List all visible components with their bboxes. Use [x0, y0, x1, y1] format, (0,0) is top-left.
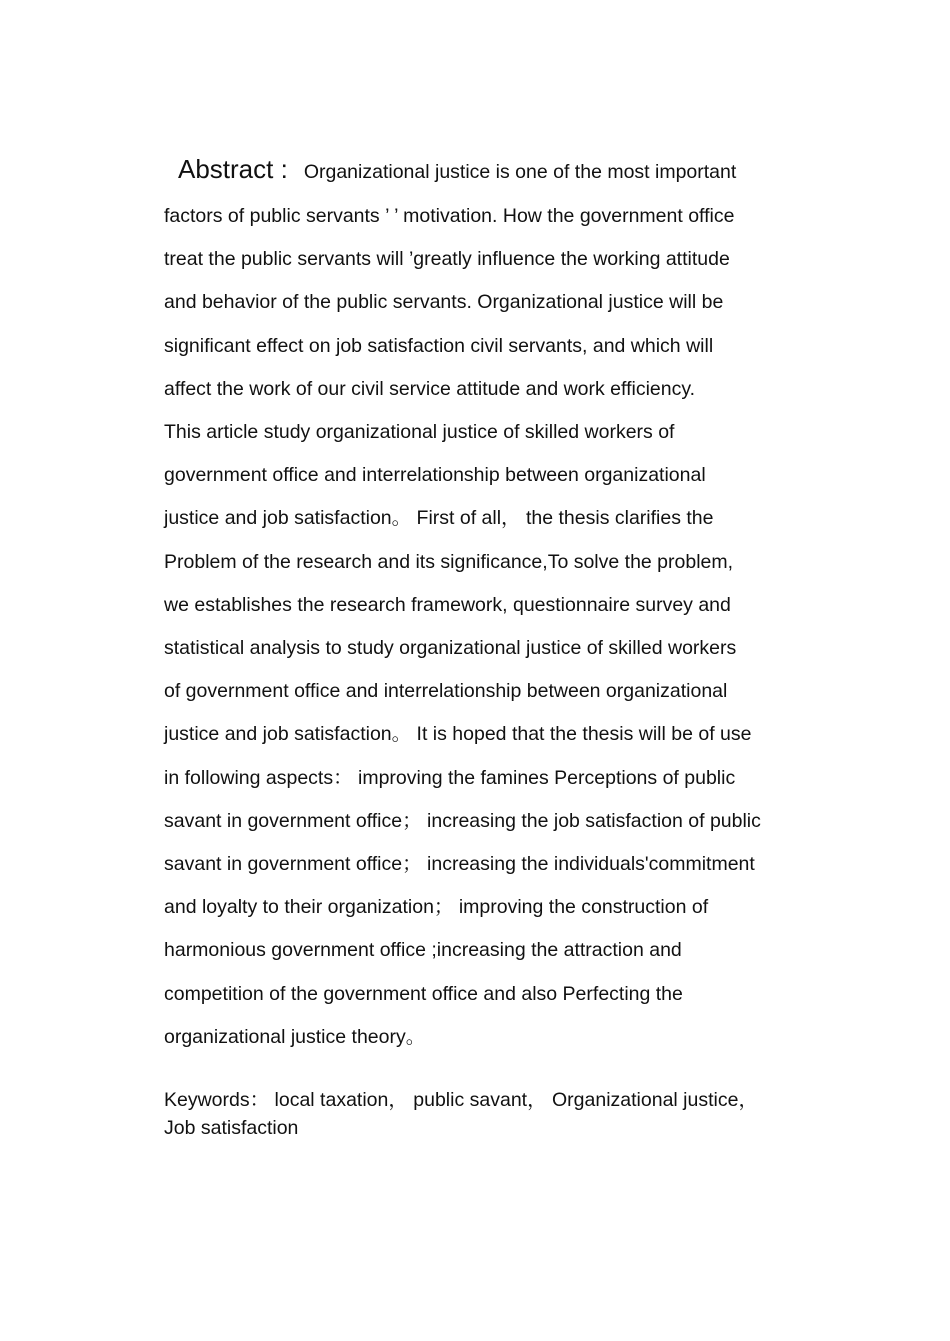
abstract-line-7: This article study organizational justice of skilled workers of — [164, 421, 675, 444]
abstract-line-9: justice and job satisfaction。 First of all， the thesis clarifies the — [164, 507, 714, 530]
abstract-line-19: harmonious government office ;increasing the attraction and — [164, 939, 682, 962]
abstract-line-1-text: Organizational justice is one of the most important — [303, 161, 737, 183]
abstract-line-14: justice and job satisfaction。 It is hoped that the thesis will be of use — [164, 723, 752, 746]
abstract-line-16: savant in government office； increasing the job satisfaction of public — [164, 809, 761, 832]
abstract-line-17: savant in government office； increasing the individuals'commitment — [164, 853, 755, 876]
abstract-line-6: affect the work of our civil service attitude and work efficiency. — [164, 377, 696, 400]
abstract-line-13: of government office and interrelationship between organizational — [164, 680, 728, 703]
abstract-line-12: statistical analysis to study organizational justice of skilled workers — [164, 637, 737, 660]
abstract-line-5: significant effect on job satisfaction civil servants, and which will — [164, 334, 714, 357]
abstract-line-3: treat the public servants will ’greatly influence the working attitude — [164, 248, 730, 271]
keywords-line-1: Keywords： local taxation， public savant， Organizational justice， — [164, 1089, 758, 1111]
abstract-line-11: we establishes the research framework, questionnaire survey and — [164, 593, 731, 616]
abstract-line-15: in following aspects： improving the famines Perceptions of public — [164, 766, 736, 789]
abstract-line-21: organizational justice theory。 — [164, 1025, 426, 1048]
abstract-line-10: Problem of the research and its significance,To solve the problem, — [164, 550, 734, 573]
abstract-line-4: and behavior of the public servants. Organizational justice will be — [164, 291, 724, 314]
abstract-line-1 — [164, 146, 804, 195]
abstract-line-2: factors of public servants ’ ’ motivation. How the government office — [164, 205, 735, 227]
keywords-section — [164, 1086, 804, 1142]
keywords-line-2: Job satisfaction — [164, 1117, 299, 1139]
abstract-line-8: government office and interrelationship between organizational — [164, 464, 706, 487]
abstract-section — [164, 146, 804, 1059]
abstract-line-18: and loyalty to their organization； improving the construction of — [164, 896, 709, 919]
abstract-line-20: competition of the government office and also Perfecting the — [164, 982, 683, 1005]
abstract-heading: Abstract : — [178, 154, 288, 184]
